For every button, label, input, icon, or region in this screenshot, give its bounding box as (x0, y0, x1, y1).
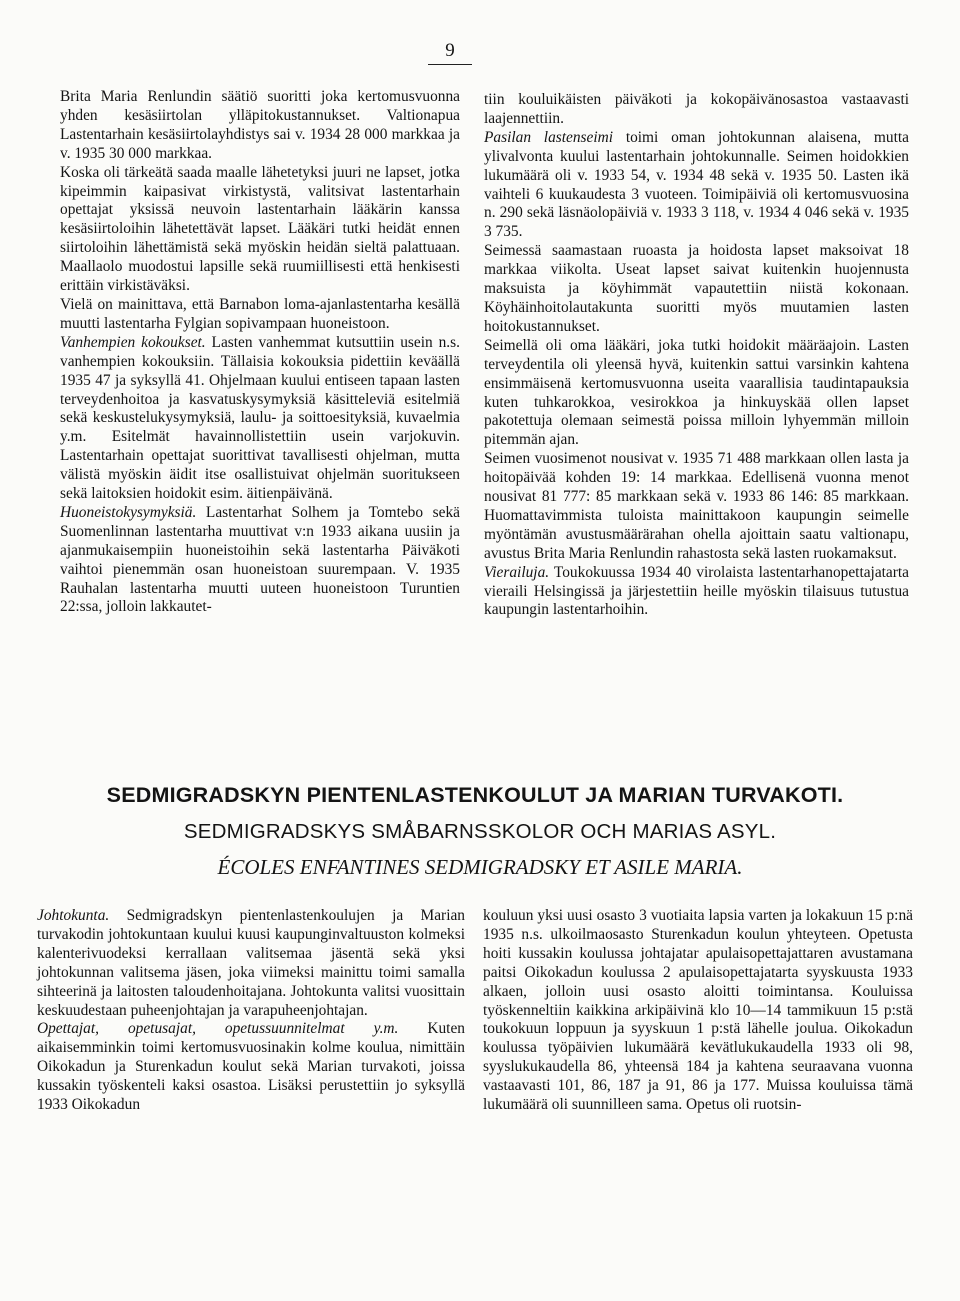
paragraph: Brita Maria Renlundin säätiö suoritti joka kertomusvuonna yhden kesäsiirtolan ylläpitokustannukset. Valtionapua Lastentarhain kesäsiirtolayhdistys sai v. 1934 28 000 markkaa ja v. 1935 30 000 markkaa. (60, 88, 460, 162)
section-heading-french: ÉCOLES ENFANTINES SEDMIGRADSKY ET ASILE MARIA. (217, 855, 743, 879)
paragraph (37, 1020, 465, 1115)
column-bottom-left (37, 907, 465, 1115)
paragraph: Seimen vuosimenot nousivat v. 1935 71 488 markkaan ollen lasta ja hoitopäivää kohden 19: 14 markkaa. Edellisenä vuonna menot nousivat 81 777: 85 markkaan sekä v. 1933 86 146: 85 markkaan. Huomattavimmista tuloista mainittakoon kaupungin seimelle myöntämän avustusmäärärahan ohella ajoittain saatu valtionapu, avustus Brita Maria Renlundin rahastosta sekä lasten ruokamaksut. (484, 450, 909, 562)
paragraph-body: Lasten vanhemmat kutsuttiin usein n.s. vanhempien kokouksiin. Tällaisia kokouksia pidettiin keväällä 1935 47 ja syksyllä 41. Ohjelmaan kuului entiseen tapaan lasten terveydenhoitoa ja kasvatuskysymyksiä käsitteleviä esitelmiä sekä keskustelukysymyksiä, laulu- ja soittoesityksiä, kuvaelmia y.m. Esitelmät havainnollistettiin usein varjokuvin. Lastentarhain opettajat suorittivat tavallisesti ohjelman, mutta välistä myöskin äidit itse osallistuivat ohjelmän suoritukseen sekä laitoksien hoidokit esim. äitienpäivänä. (60, 333, 460, 503)
column-top-left (60, 88, 460, 617)
paragraph: kouluun yksi uusi osasto 3 vuotiaita lapsia varten ja lokakuun 15 p:nä 1935 n.s. ulkoilmaosasto Sturenkadun koulun yhteyteen. Opetusta hoiti kussakin koulussa johtajatar apulaisopettajattaren avustamana paitsi Oikokadun koulussa 2 apulaisopettajatarta syyskuusta 1933 alkaen, jolloin uusi osasto aloitti toimintansa. Kouluissa työskenneltiin kaikkina arkipäivinä klo 10—14 tammikuun 15 p:stä toukokuun loppuun ja syyskuun 1 p:stä lähelle joulua. Oikokadun koulussa työpäivien lukumäärä kevätlukukaudella 1933 oli 98, syyslukukaudella 86, yhteensä 184 ja kahtena seuraavana vuonna vastaavasti 101, 86, 187 ja 91, 86 ja 177. Muissa kouluissa tämä lukumäärä oli suunnilleen sama. Opetus oli ruotsin- (483, 907, 913, 1114)
paragraph: Koska oli tärkeätä saada maalle lähetetyksi juuri ne lapset, jotka kipeimmin kaipasivat virkistystä, valitsivat lastentarhain opettajat yksissä neuvoin lastentarhain lääkärin kanssa kesäsiirtoloihin lähetettävät lapset. Lääkäri tutki heidät ennen siirtoloihin lähettämistä sekä myöskin heidän sieltä palattuaan. Maallaolo muodostui lapsille sekä ruumiillisesti että henkisesti erittäin virkistäväksi. (60, 163, 460, 295)
column-top-right (484, 91, 909, 620)
paragraph (60, 334, 460, 504)
section-heading-finnish: SEDMIGRADSKYN PIENTENLASTENKOULUT JA MARIAN TURVAKOTI. (106, 783, 844, 807)
paragraph: Vielä on mainittava, että Barnabon loma-ajanlastentarha kesällä muutti lastentarha Fylgian sopivampaan huoneistoon. (60, 295, 460, 332)
paragraph (60, 504, 460, 617)
paragraph-body: Sedmigradskyn pientenlastenkoulujen ja Marian turvakodin johtokuntaan kuului kuusi kaupunginvaltuuston kolmeksi kalenterivuodeksi kerrallaan valitsemaa jäsentä sekä yksi johtokunnan valitsema jäsen, joka viimeksi mainittu toimi samalla sihteerinä ja laitosten taloudenhoitajana. Johtokunta valitsi vuosittain keskuudestaan puheenjohtajan ja varapuheenjohtajan. (37, 907, 465, 1019)
paragraph: Seimessä saamastaan ruoasta ja hoidosta lapset maksoivat 18 markkaa viikolta. Useat lapset saivat kuitenkin huojennusta maksuista ja köyhimmät vapautettiin niistä kokonaan. Köyhäinhoitolautakunta suoritti myös muutamien lasten hoitokustannukset. (484, 242, 909, 335)
paragraph-body: Toukokuussa 1934 40 virolaista lastentarhanopettajatarta vieraili Helsingissä ja järjestettiin heille myöskin tilaisuus tutustua kaupungin lastentarhoihin. (484, 563, 909, 619)
paragraph-lead: Pasilan lastenseimi (484, 128, 614, 146)
paragraph-lead: Huoneistokysymyksiä. (60, 503, 197, 521)
paragraph-body: Kuten aikaisemminkin toimi kertomusvuosinakin kolme koulua, nimittäin Oikokadun ja Sturenkadun koulut sekä Marian turvakoti, joissa kussakin työskenteli kaksi osastoa. Lisäksi perustettiin jo syksyllä 1933 Oikokadun (37, 1020, 465, 1114)
paragraph (484, 129, 909, 242)
paragraph (37, 907, 465, 1020)
paragraph: tiin kouluikäisten päiväkoti ja kokopäivänosastoa vastaavasti laajennettiin. (484, 91, 909, 127)
column-bottom-right (483, 907, 913, 1115)
paragraph-lead: Opettajat, opetusajat, opetussuunnitelmat y.m. (37, 1020, 399, 1038)
paragraph-lead: Johtokunta. (37, 907, 110, 924)
paragraph (484, 564, 909, 621)
paragraph-body: toimi oman johtokunnan alaisena, mutta ylivalvonta kuului lastentarhain johtokunnalle. Seimen hoidokkien lukumäärä oli v. 1933 54, v. 1934 48 sekä v. 1935 50. Lasten ikä vaihteli 6 kuukaudesta 3 vuoteen. Toimipäiviä oli kertomusvuosina n. 290 sekä läsnäolopäiviä v. 1933 3 118, v. 1934 4 046 sekä v. 1935 3 735. (484, 128, 909, 241)
section-heading-swedish: SEDMIGRADSKYS SMÅBARNSSKOLOR OCH MARIAS ASYL. (183, 820, 777, 843)
paragraph: Seimellä oli oma lääkäri, joka tutki hoidokit määräajoin. Lasten terveydentila oli yleensä hyvä, kuitenkin sattui varsinkin kahtena ensimmäisenä kertomusvuonna useita vaarallisia taudintapauksia kuten tuhkarokkoa, vesirokkoa ja hinkuyskää ollen lapset pakotettuja olemaan seimestä poissa milloin lyhyemmän milloin pitemmän ajan. (484, 336, 909, 449)
paragraph-body: Lastentarhat Solhem ja Tomtebo sekä Suomenlinnan lastentarha muuttivat v:n 1933 aikana uusiin ja ajanmukaisempiin huoneistoihin sekä lastentarha Päiväkoti vaihtoi pienemmän osan huoneistoan suurempaan. V. 1935 Rauhalan lastentarha muutti uuteen huoneistoon Turuntien 22:ssa, jolloin lakkautet- (60, 503, 460, 616)
paragraph-lead: Vierailuja. (484, 563, 550, 581)
paragraph-lead: Vanhempien kokoukset. (60, 333, 206, 351)
page-number: 9 (428, 40, 472, 65)
